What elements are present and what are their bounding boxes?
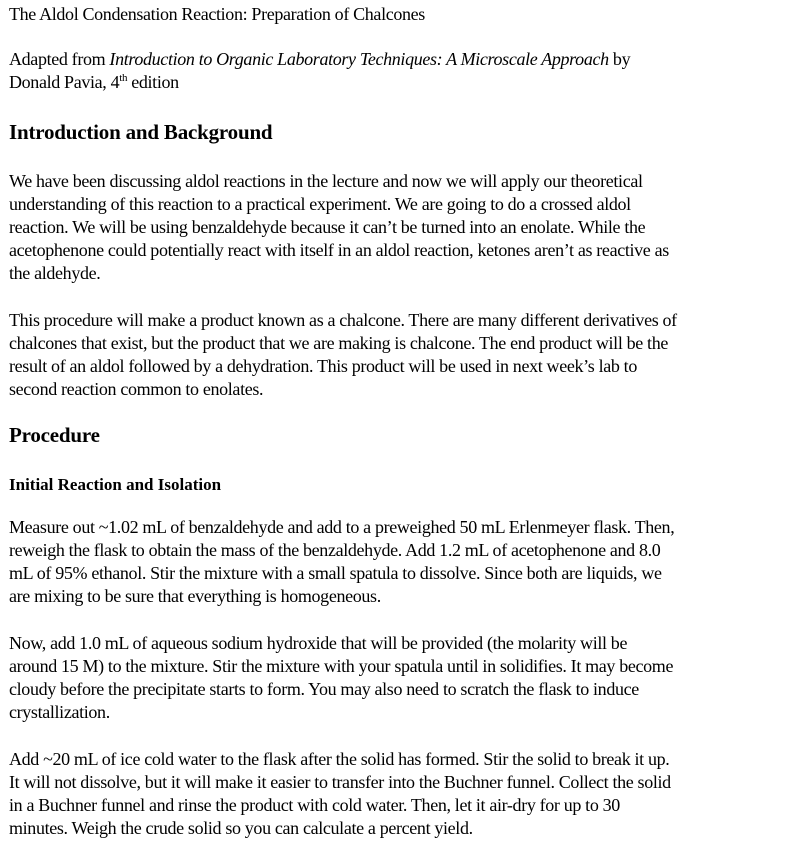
intro-paragraph-1 — [9, 170, 795, 285]
text-line: reweigh the flask to obtain the mass of the benzaldehyde. Add 1.2 mL of acetophenone and 8.0 — [9, 540, 661, 560]
text-line: are mixing to be sure that everything is homogeneous. — [9, 586, 381, 606]
text-line: Now, add 1.0 mL of aqueous sodium hydroxide that will be provided (the molarity will be — [9, 633, 628, 653]
procedure-heading: Procedure — [9, 423, 100, 447]
text-line: crystallization. — [9, 702, 110, 722]
attribution-suffix: by — [608, 49, 631, 69]
text-line: This procedure will make a product known as a chalcone. There are many different derivatives of — [9, 310, 677, 330]
text-line: the aldehyde. — [9, 263, 101, 283]
text-line: mL of 95% ethanol. Stir the mixture with a small spatula to dissolve. Since both are liquids, we — [9, 563, 662, 583]
text-line: minutes. Weigh the crude solid so you can calculate a percent yield. — [9, 818, 473, 838]
text-line: We have been discussing aldol reactions in the lecture and now we will apply our theoretical — [9, 171, 643, 191]
text-line: understanding of this reaction to a practical experiment. We are going to do a crossed aldol — [9, 194, 631, 214]
book-title: Introduction to Organic Laboratory Techniques: A Microscale Approach — [109, 49, 609, 69]
procedure-subheading: Initial Reaction and Isolation — [9, 475, 222, 494]
procedure-paragraph-3 — [9, 748, 795, 840]
text-line: around 15 M) to the mixture. Stir the mixture with your spatula until in solidifies. It may become — [9, 656, 674, 676]
procedure-paragraph-2 — [9, 632, 795, 724]
procedure-paragraph-1 — [9, 516, 795, 608]
document-title: The Aldol Condensation Reaction: Preparation of Chalcones — [9, 4, 425, 24]
text-line: in a Buchner funnel and rinse the product with cold water. Then, let it air-dry for up to 30 — [9, 795, 620, 815]
text-line: second reaction common to enolates. — [9, 379, 264, 399]
intro-heading: Introduction and Background — [9, 120, 273, 144]
text-line: It will not dissolve, but it will make it easier to transfer into the Buchner funnel. Collect the solid — [9, 772, 671, 792]
edition: edition — [127, 72, 179, 92]
text-line: chalcones that exist, but the product that we are making is chalcone. The end product will be the — [9, 333, 668, 353]
attribution — [9, 48, 795, 94]
text-line: cloudy before the precipitate starts to form. You may also need to scratch the flask to induce — [9, 679, 639, 699]
text-line: Measure out ~1.02 mL of benzaldehyde and add to a preweighed 50 mL Erlenmeyer flask. Then, — [9, 517, 675, 537]
text-line: result of an aldol followed by a dehydration. This product will be used in next week’s lab to — [9, 356, 637, 376]
author: Donald Pavia, 4 — [9, 72, 120, 92]
text-line: acetophenone could potentially react with itself in an aldol reaction, ketones aren’t as reactive as — [9, 240, 669, 260]
text-line: reaction. We will be using benzaldehyde because it can’t be turned into an enolate. While the — [9, 217, 646, 237]
text-line: Add ~20 mL of ice cold water to the flask after the solid has formed. Stir the solid to break it up. — [9, 749, 670, 769]
edition-superscript: th — [119, 72, 128, 84]
attribution-prefix: Adapted from — [9, 49, 110, 69]
intro-paragraph-2 — [9, 309, 795, 401]
